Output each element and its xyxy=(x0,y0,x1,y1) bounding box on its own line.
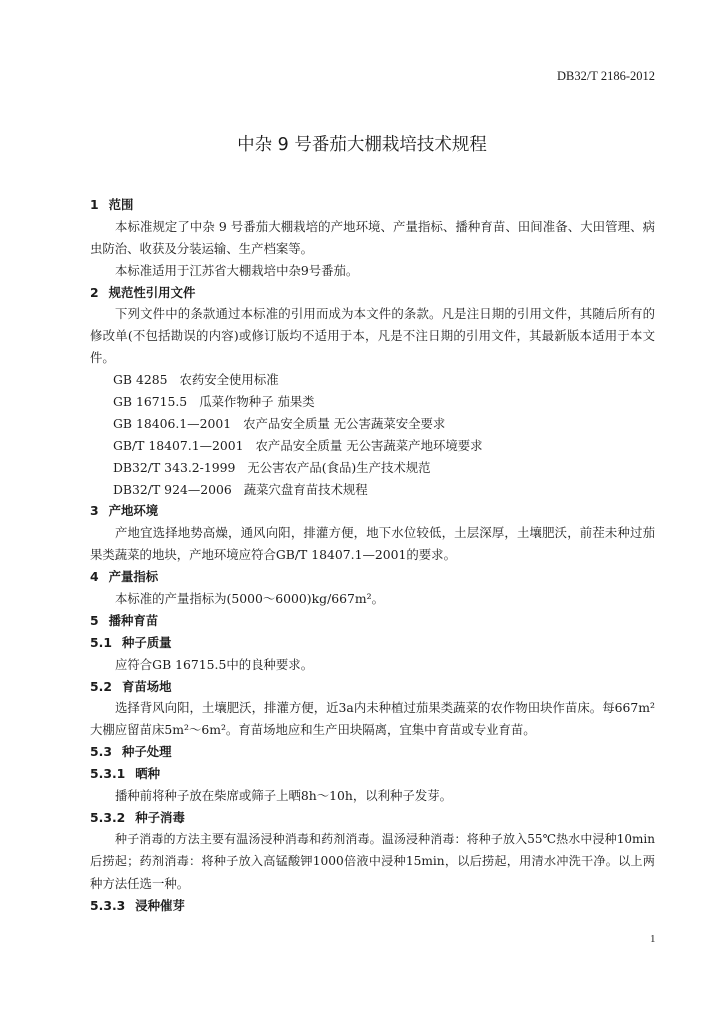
subsection-heading-5-2 xyxy=(90,676,655,698)
section-title: 晒种 xyxy=(135,766,161,782)
paragraph-line: 本标准规定了中杂 9 号番茄大棚栽培的产地环境、产量指标、播种育苗、田间准备、大田管理、病 xyxy=(115,218,655,234)
paragraph-line: 下列文件中的条款通过本标准的引用而成为本文件的条款。凡是注日期的引用文件，其随后所有的 xyxy=(115,306,655,322)
reference-item xyxy=(90,479,655,501)
section-number: 5.3.3 xyxy=(90,897,126,913)
section-heading-2 xyxy=(90,282,655,304)
reference-code: DB32/T 924—2006 xyxy=(113,481,232,497)
section-number: 5.3 xyxy=(90,744,112,760)
section-title: 育苗场地 xyxy=(121,678,172,694)
reference-code: GB/T 18407.1—2001 xyxy=(113,437,244,453)
paragraph-line: 虫防治、收获及分装运输、生产档案等。 xyxy=(90,240,314,256)
paragraph-line: 果类蔬菜的地块，产地环境应符合GB/T 18407.1—2001的要求。 xyxy=(90,547,456,563)
document-code: DB32/T 2186-2012 xyxy=(556,69,655,83)
reference-item xyxy=(90,391,655,413)
section-number: 5.1 xyxy=(90,634,112,650)
paragraph-line: 产地宜选择地势高燥，通风向阳，排灌方便，地下水位较低，土层深厚，土壤肥沃，前茬未种过茄 xyxy=(115,525,655,541)
subsection-heading-5-3-3 xyxy=(90,895,655,917)
paragraph-line: 大棚应留苗床5m²～6m²。育苗场地应和生产田块隔离，宜集中育苗或专业育苗。 xyxy=(90,722,536,738)
reference-title: 无公害农产品(食品)生产技术规范 xyxy=(247,459,431,475)
paragraph-line: 后捞起；药剂消毒：将种子放入高锰酸钾1000倍液中浸种15min，以后捞起，用清水冲洗干净。以上两 xyxy=(90,853,655,868)
section-title: 播种育苗 xyxy=(108,612,159,628)
subsection-heading-5-3-2 xyxy=(90,807,655,829)
paragraph-line: 本标准的产量指标为(5000～6000)kg/667m²。 xyxy=(115,591,385,607)
section-number: 4 xyxy=(90,569,99,585)
reference-code: GB 16715.5 xyxy=(113,394,188,410)
section-number: 2 xyxy=(90,284,99,300)
section-title: 种子处理 xyxy=(121,744,172,760)
section-title: 规范性引用文件 xyxy=(108,284,196,300)
section-number: 5 xyxy=(90,612,99,628)
reference-title: 农药安全使用标准 xyxy=(179,372,279,388)
section-title: 种子消毒 xyxy=(135,809,185,825)
section-number: 3 xyxy=(90,503,99,519)
section-heading-1 xyxy=(90,194,655,216)
section-title: 产地环境 xyxy=(108,503,159,519)
subsection-heading-5-1 xyxy=(90,632,655,654)
reference-title: 农产品安全质量 无公害蔬菜产地环境要求 xyxy=(255,437,483,453)
reference-item xyxy=(90,413,655,435)
reference-item xyxy=(90,435,655,457)
paragraph-line: 种方法任选一种。 xyxy=(90,875,190,891)
reference-code: DB32/T 343.2-1999 xyxy=(113,459,236,475)
section-number: 5.2 xyxy=(90,678,112,694)
section-title: 范围 xyxy=(108,197,134,212)
reference-title: 瓜菜作物种子 茄果类 xyxy=(199,394,315,410)
section-heading-5 xyxy=(90,610,655,632)
page-number: 1 xyxy=(650,933,656,945)
section-number: 5.3.1 xyxy=(90,766,126,782)
reference-code: GB 18406.1—2001 xyxy=(113,415,232,431)
subsection-heading-5-3 xyxy=(90,741,655,763)
paragraph-line: 播种前将种子放在柴席或筛子上晒8h～10h，以利种子发芽。 xyxy=(115,788,452,804)
reference-item xyxy=(90,369,655,391)
paragraph-line: 选择背风向阳，土壤肥沃，排灌方便，近3a内未种植过茄果类蔬菜的农作物田块作苗床。每667m² xyxy=(115,700,655,716)
section-title: 种子质量 xyxy=(121,634,172,650)
paragraph-line: 件。 xyxy=(90,350,115,366)
reference-item xyxy=(90,457,655,479)
reference-code: GB 4285 xyxy=(113,372,168,388)
paragraph-line: 种子消毒的方法主要有温汤浸种消毒和药剂消毒。温汤浸种消毒：将种子放入55℃热水中浸种10min xyxy=(115,831,655,846)
reference-title: 农产品安全质量 无公害蔬菜安全要求 xyxy=(243,415,446,431)
section-heading-4 xyxy=(90,566,655,588)
subsection-heading-5-3-1 xyxy=(90,763,655,785)
section-title: 产量指标 xyxy=(108,569,159,585)
document-body xyxy=(90,194,655,916)
paragraph-line: 修改单(不包括勘误的内容)或修订版均不适用于本，凡是不注日期的引用文件，其最新版本适用于本文 xyxy=(90,328,655,344)
document-title: 中杂 9 号番茄大棚栽培技术规程 xyxy=(237,135,487,155)
section-title: 浸种催芽 xyxy=(135,897,185,913)
paragraph-line: 本标准适用于江苏省大棚栽培中杂9号番茄。 xyxy=(115,262,359,278)
section-number: 1 xyxy=(90,197,99,212)
reference-title: 蔬菜穴盘育苗技术规程 xyxy=(243,481,368,497)
paragraph-line: 应符合GB 16715.5中的良种要求。 xyxy=(115,656,314,672)
section-heading-3 xyxy=(90,500,655,522)
section-number: 5.3.2 xyxy=(90,809,126,825)
